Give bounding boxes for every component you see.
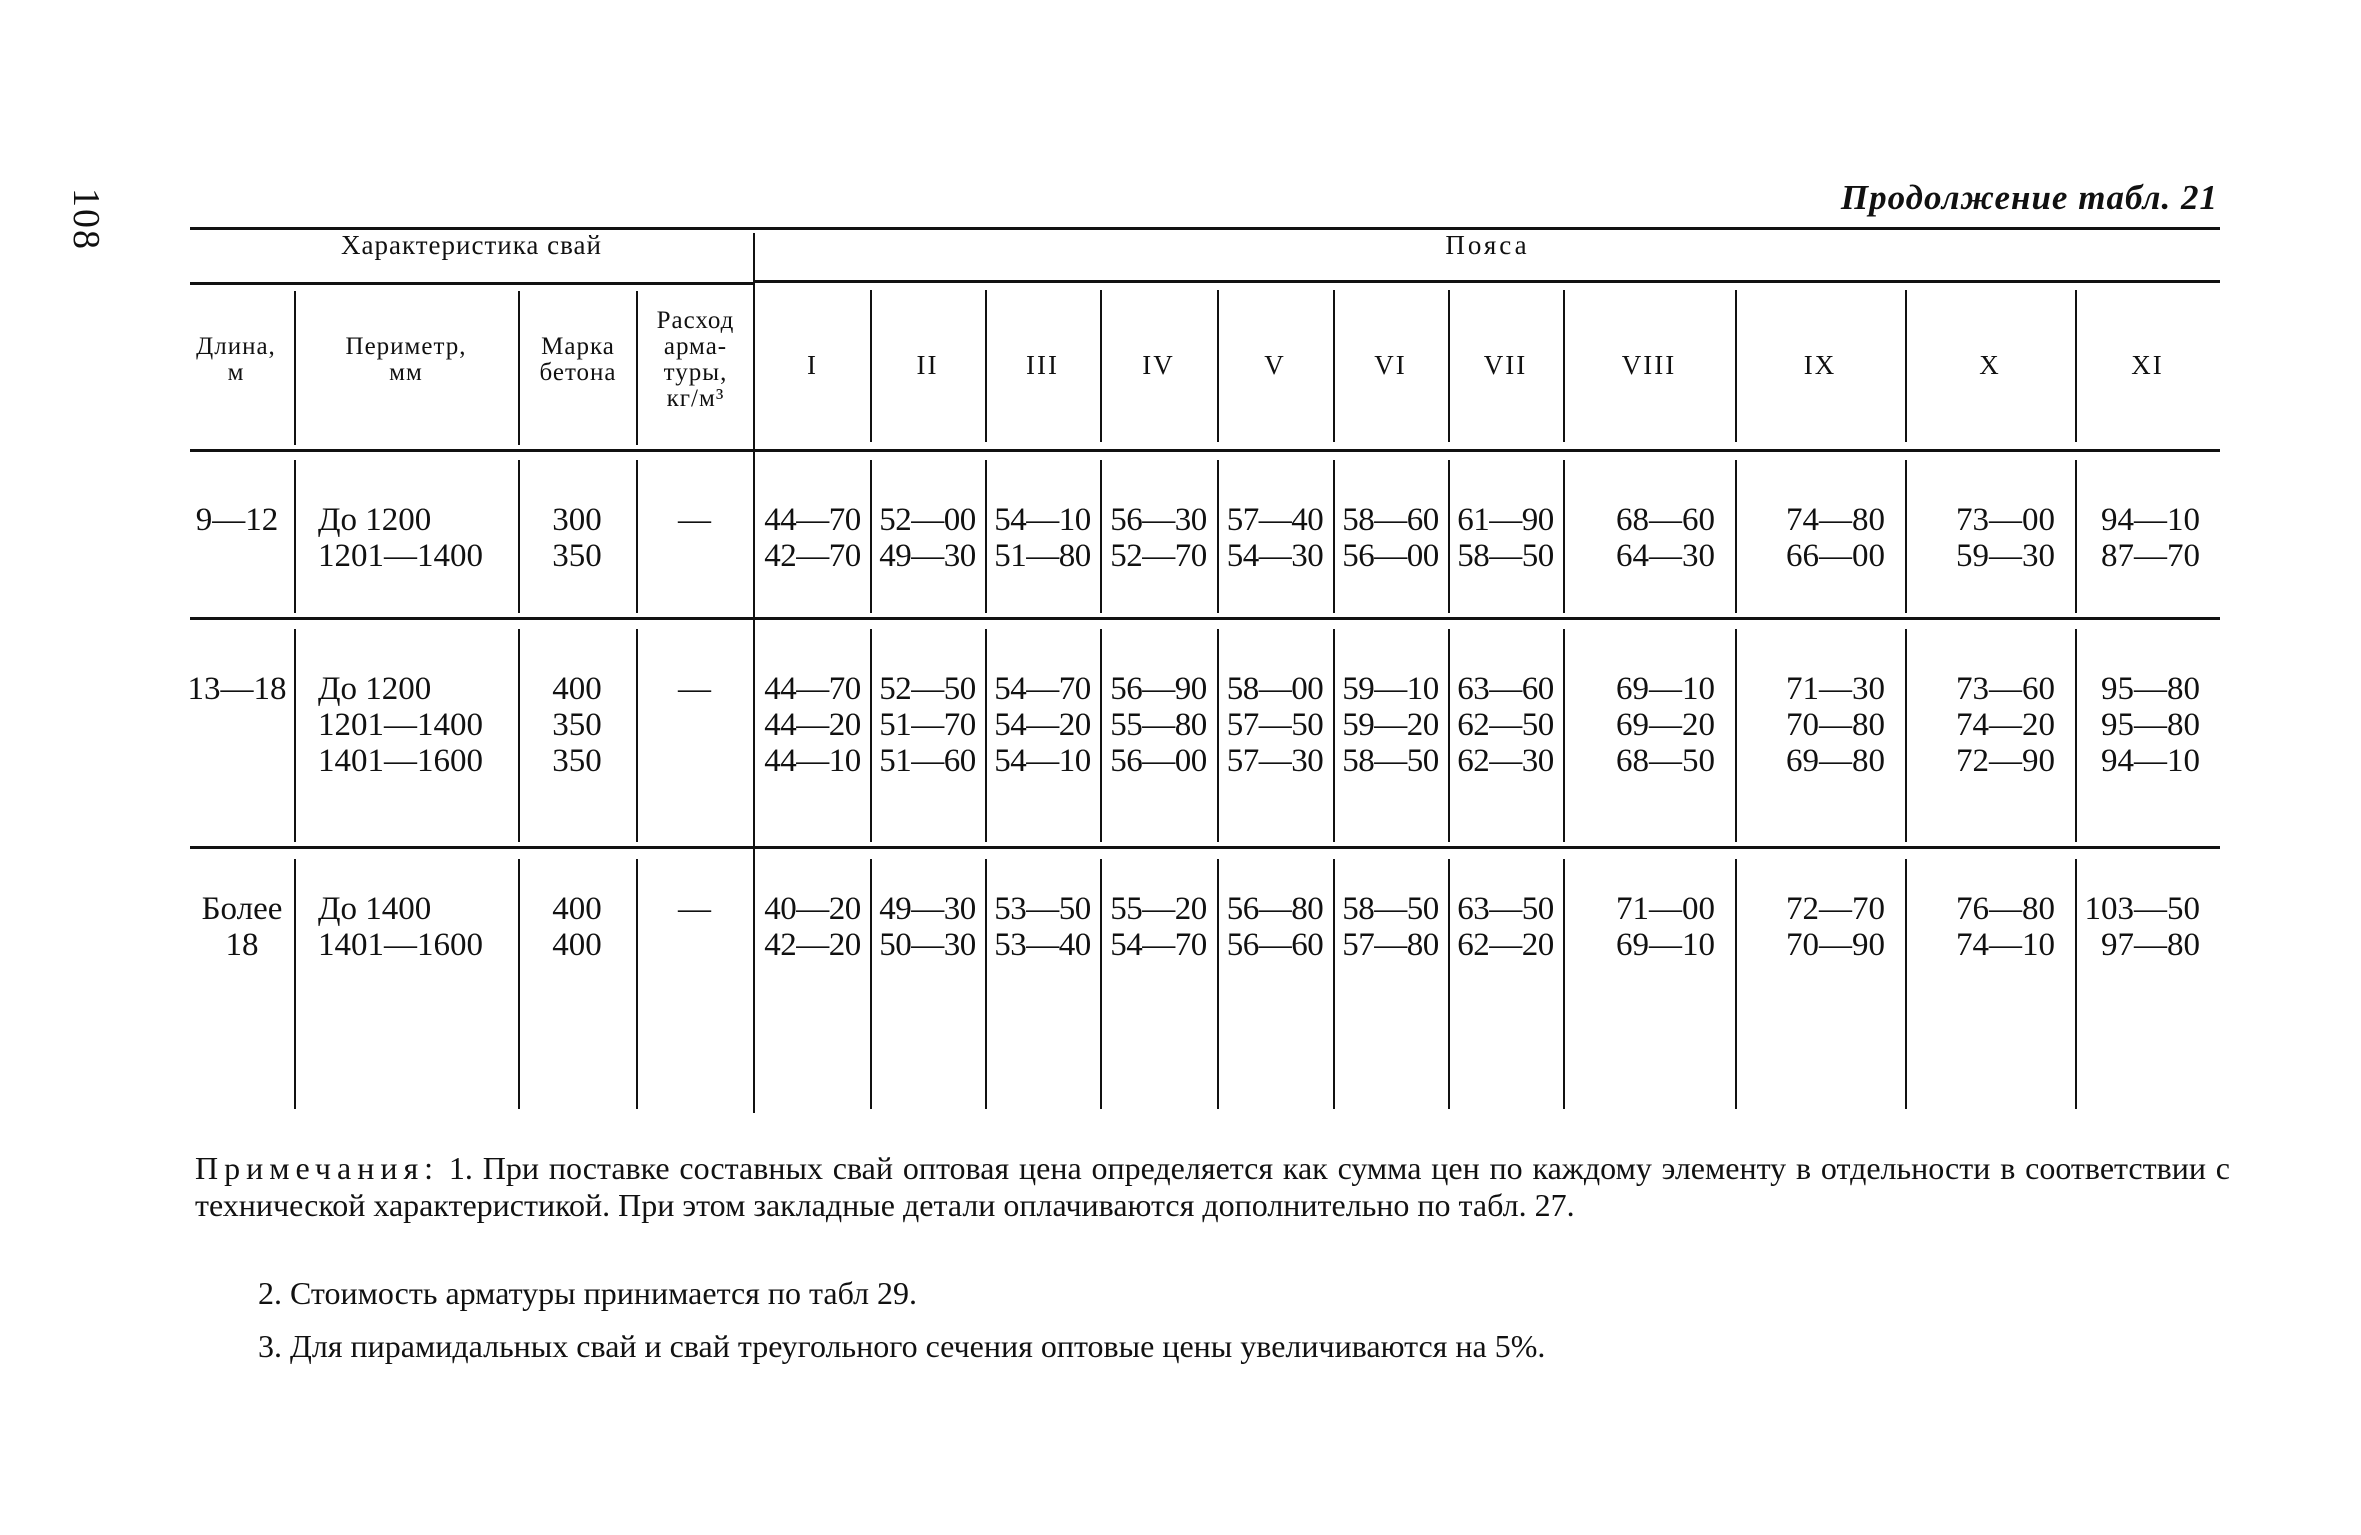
price-cell: 61—90 58—50 [1457, 502, 1554, 574]
column-rule [636, 291, 638, 445]
price-cell: 57—40 54—30 [1226, 502, 1324, 574]
price-cell: 71—30 70—80 69—80 [1786, 671, 1885, 779]
perimeter-cell: До 1400 1401—1600 [318, 891, 483, 963]
price-cell: 94—10 87—70 [2101, 502, 2200, 574]
price-cell: 56—80 56—60 [1226, 891, 1324, 963]
header-length [180, 334, 292, 386]
table-caption: Продолжение табл. 21 [1840, 178, 2218, 217]
price-cell: 76—80 74—10 [1956, 891, 2055, 963]
header-concrete-line: бетона [539, 359, 617, 386]
zone-header: VI [1374, 350, 1407, 380]
header-perimeter [296, 334, 516, 386]
price-cell: 55—20 54—70 [1110, 891, 1207, 963]
column-rule [636, 629, 638, 842]
note-1 [195, 1150, 2230, 1224]
price-cell: 72—70 70—90 [1786, 891, 1885, 963]
zone-header: III [1026, 350, 1059, 380]
column-rule [518, 291, 520, 445]
length-cell: 9—12 [195, 502, 279, 538]
price-cell: 58—50 57—80 [1342, 891, 1439, 963]
group2-bottom-rule [190, 846, 2220, 849]
price-cell: 63—50 62—20 [1457, 891, 1554, 963]
column-rule [294, 629, 296, 842]
price-cell: 52—50 51—70 51—60 [879, 671, 976, 779]
notes-label: Примечания: [195, 1150, 440, 1186]
notes [195, 1150, 2230, 1224]
price-cell: 49—30 50—30 [879, 891, 976, 963]
zones-group-rule [755, 280, 2220, 283]
zone-header: II [916, 350, 939, 380]
price-cell: 58—60 56—00 [1342, 502, 1439, 574]
column-rule [294, 460, 296, 613]
note-2: 2. Стоимость арматуры принимается по табл 29. [258, 1275, 918, 1311]
price-cell: 95—80 95—80 94—10 [2101, 671, 2200, 779]
page-number: 108 [65, 188, 107, 251]
price-cell: 53—50 53—40 [994, 891, 1091, 963]
header-length-line: м [227, 359, 245, 386]
price-cell: 56—30 52—70 [1110, 502, 1207, 574]
price-cell: 40—20 42—20 [764, 891, 861, 963]
perimeter-cell: До 1200 1201—1400 [318, 502, 483, 574]
header-rebar-line: туры, [663, 359, 728, 386]
price-cell: 56—90 55—80 56—00 [1110, 671, 1207, 779]
length-cell: 13—18 [187, 671, 287, 707]
grade-cell: 300 350 [552, 502, 602, 574]
note-1-text: 1. При поставке составных свай оптовая цена определяется как сумма цен по каждому элементу в отдельности в соответствии с технической характеристикой. При этом закладные детали оплачиваются дополнительно по табл. 27. [195, 1150, 2230, 1223]
length-cell: Более 18 [201, 891, 283, 963]
column-rule [294, 859, 296, 1109]
zone-header: XI [2131, 350, 2164, 380]
price-cell: 74—80 66—00 [1786, 502, 1885, 574]
price-cell: 52—00 49—30 [879, 502, 976, 574]
group1-bottom-rule [190, 617, 2220, 620]
header-rebar-line: арма- [663, 333, 728, 360]
price-cell: 63—60 62—50 62—30 [1457, 671, 1554, 779]
header-bottom-rule [190, 449, 2220, 452]
zone-header: IV [1142, 350, 1175, 380]
rebar-cell: — [678, 891, 711, 927]
rebar-cell: — [678, 502, 711, 538]
group-header-zones: Пояса [1445, 230, 1530, 260]
price-cell: 69—10 69—20 68—50 [1616, 671, 1715, 779]
zone-header: VIII [1621, 350, 1677, 380]
header-perimeter-line: мм [389, 359, 423, 386]
perimeter-cell: До 1200 1201—1400 1401—1600 [318, 671, 483, 779]
price-cell: 68—60 64—30 [1616, 502, 1715, 574]
header-rebar-line: кг/м³ [666, 385, 725, 412]
price-cell: 58—00 57—50 57—30 [1226, 671, 1324, 779]
group-header-characteristics: Характеристика свай [341, 230, 602, 260]
grade-cell: 400 400 [552, 891, 602, 963]
price-cell: 54—70 54—20 54—10 [994, 671, 1091, 779]
price-cell: 54—10 51—80 [994, 502, 1091, 574]
chars-group-rule [190, 282, 755, 285]
header-rebar-line: Расход [656, 307, 735, 334]
header-concrete-grade [520, 334, 636, 386]
price-cell: 103—50 97—80 [2084, 891, 2200, 963]
header-perimeter-line: Периметр, [345, 333, 467, 360]
zone-header: IX [1803, 350, 1837, 380]
price-cell: 71—00 69—10 [1616, 891, 1715, 963]
price-cell: 44—70 44—20 44—10 [764, 671, 861, 779]
zone-header: V [1264, 350, 1286, 380]
price-cell: 73—00 59—30 [1956, 502, 2055, 574]
column-rule [294, 291, 296, 445]
price-cell: 59—10 59—20 58—50 [1342, 671, 1439, 779]
grade-cell: 400 350 350 [552, 671, 602, 779]
rebar-cell: — [678, 671, 711, 707]
header-rebar [638, 308, 753, 412]
zone-header: X [1979, 350, 2001, 380]
note-3: 3. Для пирамидальных свай и свай треугольного сечения оптовые цены увеличиваются на 5%. [258, 1328, 1546, 1364]
price-cell: 73—60 74—20 72—90 [1956, 671, 2055, 779]
header-concrete-line: Марка [541, 333, 615, 360]
zone-header: VII [1483, 350, 1528, 380]
zone-header: I [807, 350, 818, 380]
price-cell: 44—70 42—70 [764, 502, 861, 574]
header-length-line: Длина, [196, 333, 276, 360]
